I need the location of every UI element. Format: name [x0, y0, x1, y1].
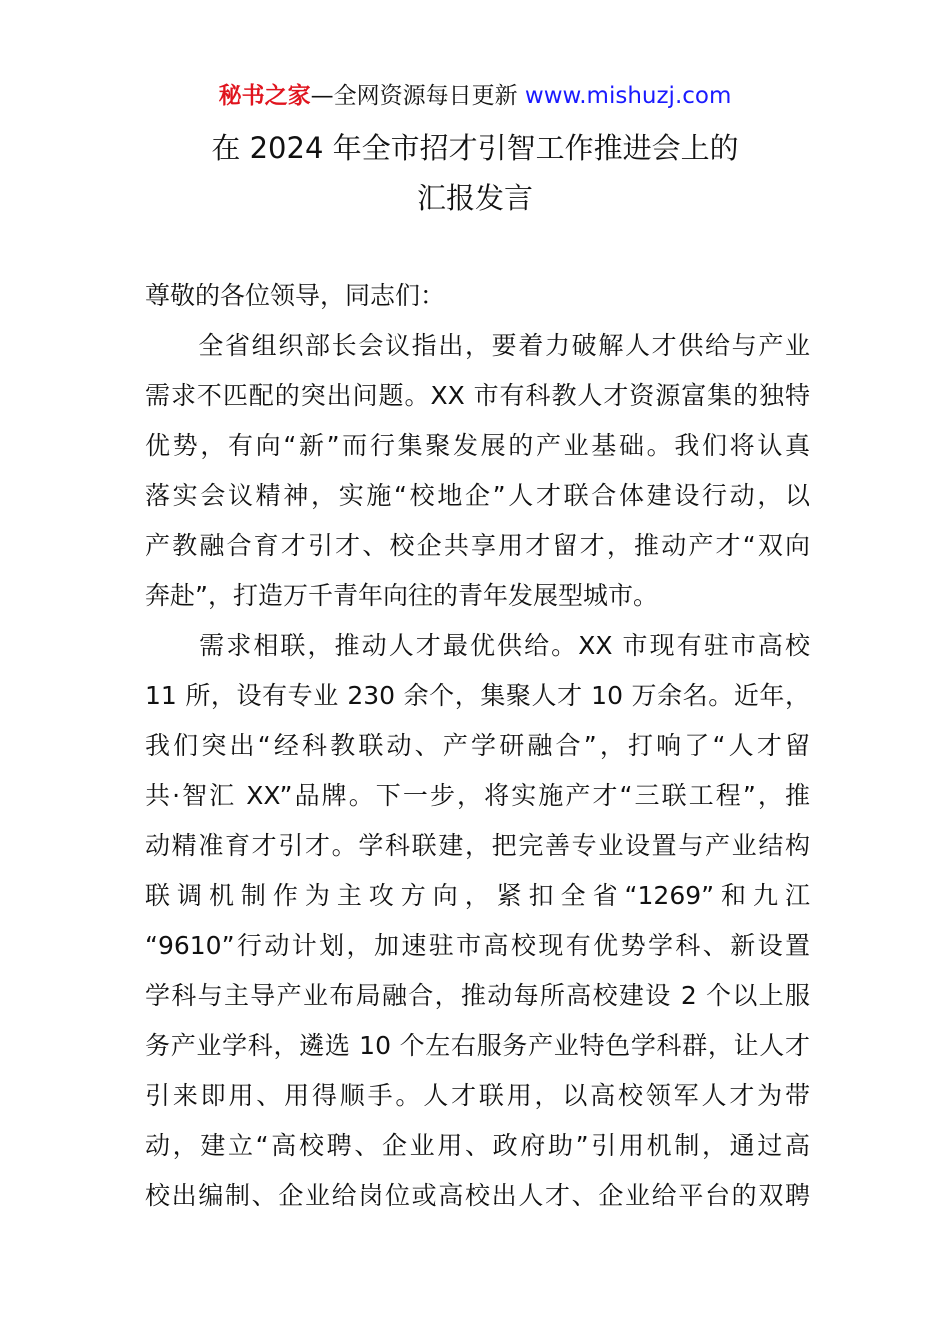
- body-line: 共·智汇 XX”品牌。下一步，将实施产才“三联工程”，推: [145, 781, 810, 810]
- body-line: 产教融合育才引才、校企共享用才留才，推动产才“双向: [145, 531, 810, 560]
- body-line: 校出编制、企业给岗位或高校出人才、企业给平台的双聘: [145, 1181, 810, 1210]
- body-line: 学科与主导产业布局融合，推动每所高校建设 2 个以上服: [145, 981, 810, 1010]
- body-line: 需求不匹配的突出问题。XX 市有科教人才资源富集的独特: [145, 381, 810, 410]
- body-line: 动，建立“高校聘、企业用、政府助”引用机制，通过高: [145, 1131, 810, 1160]
- brand-name: 秘书之家: [218, 83, 311, 109]
- body-line: 11 所，设有专业 230 余个，集聚人才 10 万余名。近年，: [145, 681, 810, 710]
- site-header: [0, 80, 950, 112]
- body-line: “9610”行动计划，加速驻市高校现有优势学科、新设置: [145, 931, 810, 960]
- document-title-line-2: 汇报发言: [416, 181, 533, 215]
- body-line: 动精准育才引才。学科联建，把完善专业设置与产业结构: [145, 831, 810, 860]
- site-url: www.mishuzj.com: [524, 83, 732, 109]
- body-line: 优势，有向“新”而行集聚发展的产业基础。我们将认真: [145, 431, 810, 460]
- body-line: 引来即用、用得顺手。人才联用，以高校领军人才为带: [145, 1081, 810, 1110]
- document-title-line-1: 在 2024 年全市招才引智工作推进会上的: [211, 131, 739, 165]
- header-tagline: —全网资源每日更新: [310, 83, 525, 109]
- salutation: 尊敬的各位领导，同志们：: [145, 281, 446, 310]
- body-line: 联调机制作为主攻方向，紧扣全省“1269”和九江: [145, 881, 810, 910]
- body-line: 全省组织部长会议指出，要着力破解人才供给与产业: [145, 331, 810, 360]
- body-line: 需求相联，推动人才最优供给。XX 市现有驻市高校: [145, 631, 810, 660]
- body-line: 落实会议精神，实施“校地企”人才联合体建设行动，以: [145, 481, 810, 510]
- body-line: 务产业学科，遴选 10 个左右服务产业特色学科群，让人才: [145, 1031, 810, 1060]
- body-line: 我们突出“经科教联动、产学研融合”，打响了“人才留: [145, 731, 810, 760]
- body-line: 奔赴”，打造万千青年向往的青年发展型城市。: [145, 581, 658, 610]
